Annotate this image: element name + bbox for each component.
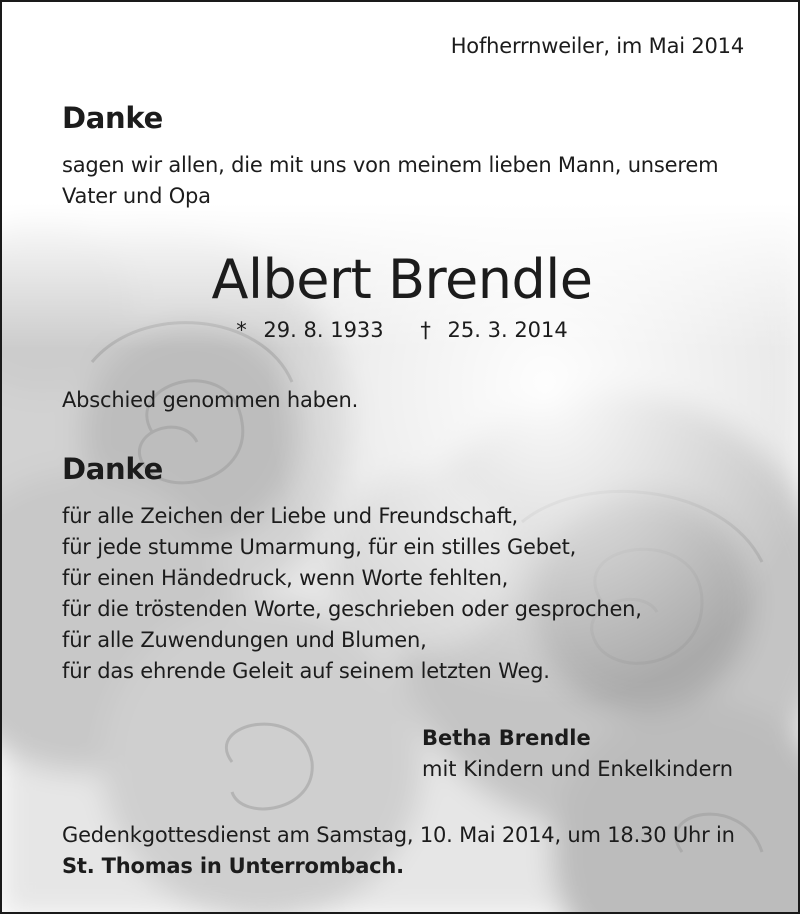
farewell-text: Abschied genommen haben. (62, 388, 359, 412)
service-line-1: Gedenkgottesdienst am Samstag, 10. Mai 2014, um 18.30 Uhr in (62, 823, 735, 847)
thanks-heading: Danke (62, 452, 163, 486)
thanks-line: für jede stumme Umarmung, für ein stilles Gebet, (62, 535, 577, 559)
intro-heading: Danke (62, 101, 163, 135)
intro-line-1: sagen wir allen, die mit uns von meinem lieben Mann, unserem (62, 153, 719, 177)
birth-symbol: * (236, 318, 247, 342)
signature-family: mit Kindern und Enkelkindern (422, 757, 734, 781)
thanks-line: für die tröstenden Worte, geschrieben oder gesprochen, (62, 597, 642, 621)
intro-line-2: Vater und Opa (62, 184, 211, 208)
service-location: St. Thomas in Unterrombach. (62, 854, 404, 878)
deceased-name: Albert Brendle (211, 248, 593, 311)
place-date: Hofherrnweiler, im Mai 2014 (450, 34, 744, 58)
birth-date: 29. 8. 1933 (263, 318, 384, 342)
thanks-line: für alle Zeichen der Liebe und Freundschaft, (62, 504, 518, 528)
signature-name: Betha Brendle (422, 726, 591, 750)
thanks-line: für alle Zuwendungen und Blumen, (62, 628, 427, 652)
text-layer (2, 2, 800, 914)
death-symbol: † (420, 318, 431, 342)
death-date: 25. 3. 2014 (447, 318, 568, 342)
thanks-line: für das ehrende Geleit auf seinem letzten Weg. (62, 659, 550, 683)
life-dates (2, 318, 800, 342)
thanks-line: für einen Händedruck, wenn Worte fehlten, (62, 566, 509, 590)
